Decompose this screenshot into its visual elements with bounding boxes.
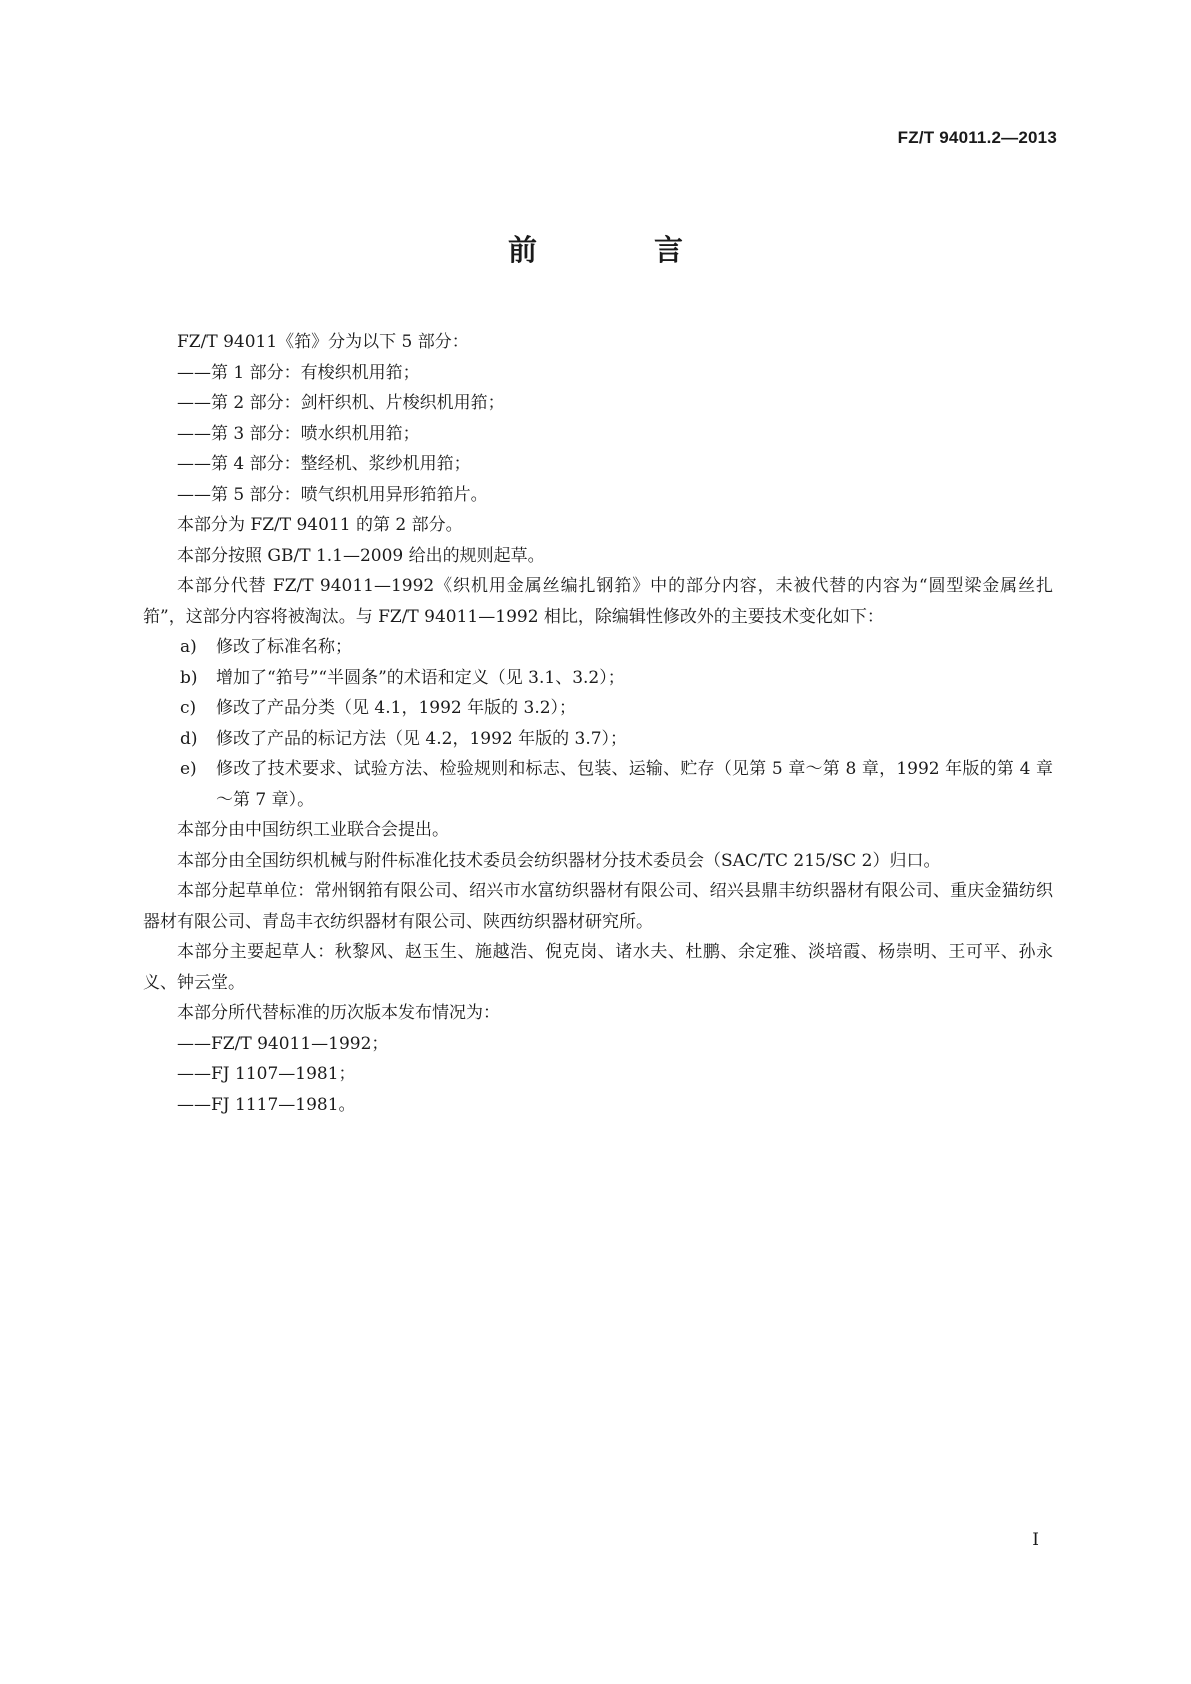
list-marker: b) xyxy=(180,667,198,688)
history-list-item: ——FJ 1107—1981； xyxy=(177,1064,356,1084)
history-intro-paragraph: 本部分所代替标准的历次版本发布情况为： xyxy=(177,1003,500,1023)
foreword-body xyxy=(143,327,1053,1120)
drafting-units-paragraph: 本部分起草单位：常州钢筘有限公司、绍兴市水富纺织器材有限公司、绍兴县鼎丰纺织器材有限公司、重庆金猫纺织器材有限公司、青岛丰衣纺织器材有限公司、陕西纺织器材研究所。 xyxy=(143,881,1053,932)
history-list-item: ——FZ/T 94011—1992； xyxy=(177,1033,389,1054)
change-text: 修改了标准名称； xyxy=(216,637,352,657)
change-list-item xyxy=(143,724,1053,755)
list-marker: c) xyxy=(180,698,197,718)
list-marker: e) xyxy=(180,759,197,779)
change-text: 修改了产品的标记方法（见 4.2，1992 年版的 3.7）； xyxy=(216,728,628,749)
replacement-paragraph: 本部分代替 FZ/T 94011—1992《织机用金属丝编扎钢筘》中的部分内容，未被代替的内容为“圆型梁金属丝扎筘”，这部分内容将被淘汰。与 FZ/T 94011—1992 相比，除编辑性修改外的主要技术变化如下： xyxy=(143,576,1053,627)
intro-paragraph: FZ/T 94011《筘》分为以下 5 部分： xyxy=(177,332,469,352)
part-list-item: ——第 4 部分：整经机、浆纱机用筘； xyxy=(177,454,471,474)
page-number: I xyxy=(1032,1530,1039,1550)
standard-code: FZ/T 94011.2—2013 xyxy=(897,128,1057,147)
change-text: 修改了技术要求、试验方法、检验规则和标志、包装、运输、贮存（见第 5 章～第 8 章，1992 年版的第 4 章～第 7 章）。 xyxy=(216,759,1053,810)
history-list-item: ——FJ 1117—1981。 xyxy=(177,1094,356,1115)
change-list-item xyxy=(143,754,1053,815)
change-list-item xyxy=(143,632,1053,663)
part-list-item: ——第 5 部分：喷气织机用异形筘筘片。 xyxy=(177,484,488,505)
drafters-paragraph: 本部分主要起草人：秋黎风、赵玉生、施越浩、倪克岗、诸水夫、杜鹏、余定雅、淡培霞、杨崇明、王可平、孙永义、钟云堂。 xyxy=(143,942,1053,993)
drafting-rule-paragraph: 本部分按照 GB/T 1.1—2009 给出的规则起草。 xyxy=(177,545,545,566)
change-list-item xyxy=(143,693,1053,724)
change-text: 修改了产品分类（见 4.1，1992 年版的 3.2）； xyxy=(216,698,577,718)
part-list-item: ——第 2 部分：剑杆织机、片梭织机用筘； xyxy=(177,393,505,413)
proposed-by-paragraph: 本部分由中国纺织工业联合会提出。 xyxy=(177,820,449,840)
list-marker: d) xyxy=(180,728,198,749)
list-marker: a) xyxy=(180,637,197,657)
page-title: 前 言 xyxy=(507,233,727,267)
managed-by-paragraph: 本部分由全国纺织机械与附件标准化技术委员会纺织器材分技术委员会（SAC/TC 215/SC 2）归口。 xyxy=(177,850,941,871)
change-list-item xyxy=(143,663,1053,694)
change-text: 增加了“筘号”“半圆条”的术语和定义（见 3.1、3.2）； xyxy=(216,667,625,688)
part-list-item: ——第 1 部分：有梭织机用筘； xyxy=(177,362,420,383)
this-part-paragraph: 本部分为 FZ/T 94011 的第 2 部分。 xyxy=(177,515,463,535)
part-list-item: ——第 3 部分：喷水织机用筘； xyxy=(177,423,420,444)
